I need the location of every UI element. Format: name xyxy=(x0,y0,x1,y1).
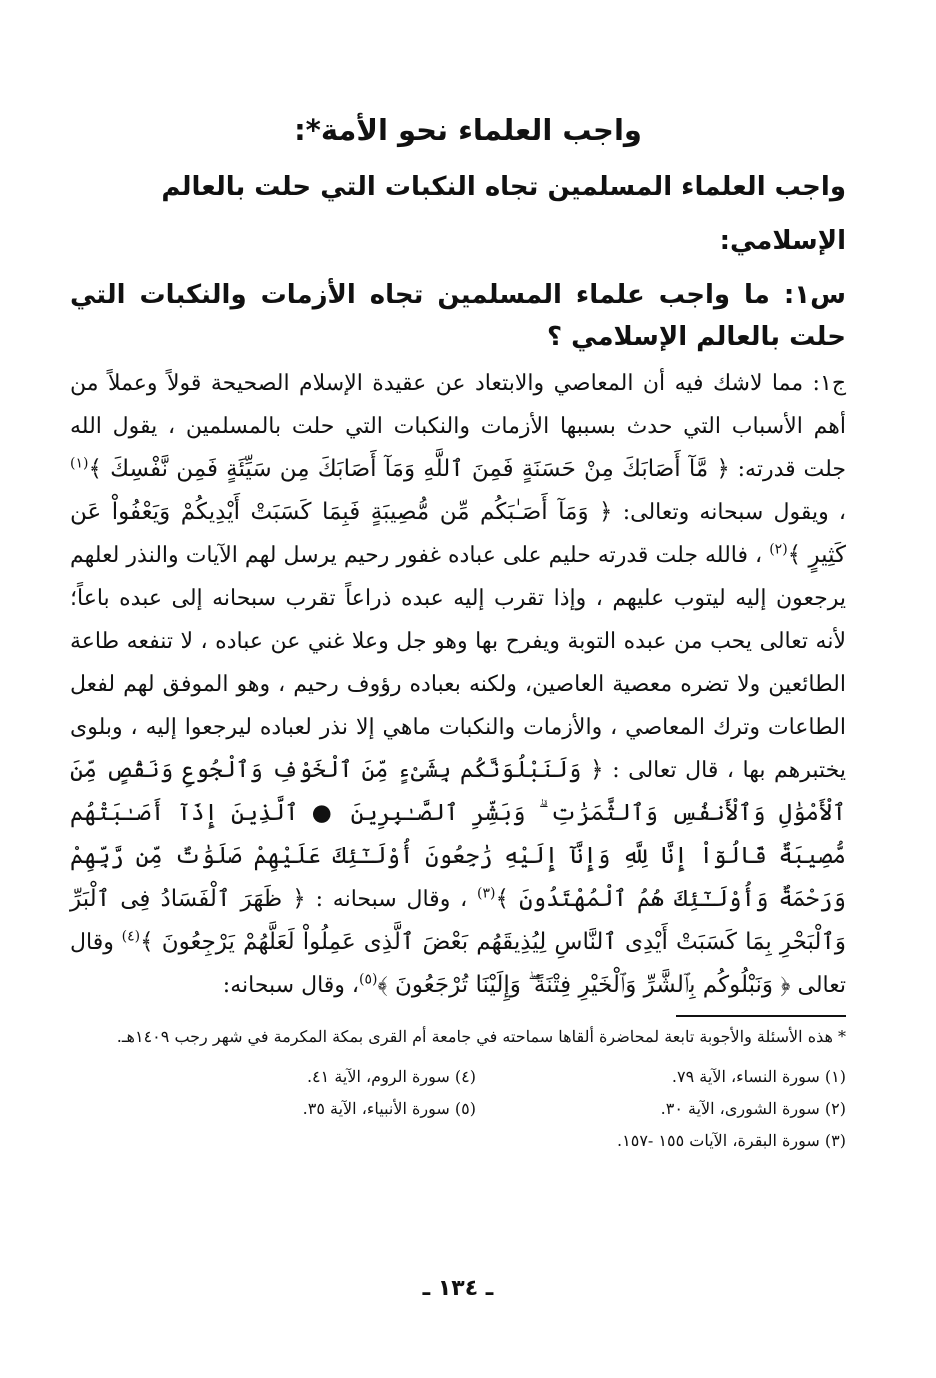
reference-item: (٥) سورة الأنبياء، الآية ٣٥. xyxy=(302,1099,476,1118)
answer-part-1: ج١: مما لاشك فيه أن المعاصي والابتعاد عن عقيدة الإسلام الصحيحة قولاً وعملاً من أهم الأسباب التي حدث بسببها الأزمات والنكبات التي حلت بالمسلمين ، يقول الله جلت قدرته: xyxy=(70,371,847,482)
section-subtitle: واجب العلماء المسلمين تجاه النكبات التي حلت بالعالم الإسلامي: xyxy=(161,172,846,256)
quran-verse-4: ﴿ ظَهَرَ ٱلْفَسَادُ فِى ٱلْبَرِّ وَٱلْبَحْرِ بِمَا كَسَبَتْ أَيْدِى ٱلنَّاسِ لِيُذِيقَهُم بَعْضَ ٱلَّذِى عَمِلُواْ لَعَلَّهُمْ يَرْجِعُونَ ﴾ xyxy=(70,886,846,955)
answer-part-6: ، وقال سبحانه: xyxy=(222,973,360,998)
answer-part-5: وقال تعالى xyxy=(70,930,846,998)
answer-part-4: ، وقال سبحانه : xyxy=(315,887,468,912)
footnote-marker-5: (٥) xyxy=(359,971,378,988)
answer-part-2: ، ويقول سبحانه وتعالى: xyxy=(622,500,847,525)
quran-verse-1: ﴿ مَّآ أَصَابَكَ مِنْ حَسَنَةٍ فَمِنَ ٱللَّهِ وَمَآ أَصَابَكَ مِن سَيِّئَةٍ فَمِن نَّفْسِكَ ﴾ xyxy=(88,456,730,482)
footnote-marker-2: (٢) xyxy=(769,541,788,558)
quran-verse-2: ﴿ وَمَآ أَصَـٰبَكُم مِّن مُّصِيبَةٍ فَبِمَا كَسَبَتْ أَيْدِيكُمْ وَيَعْفُواْ عَن كَثِيرٍ ﴾ xyxy=(70,499,847,568)
reference-item: (٤) سورة الروم، الآية ٤١. xyxy=(306,1067,476,1086)
page-title: واجب العلماء نحو الأمة*: xyxy=(294,113,642,147)
reference-item: (٣) سورة البقرة، الآيات ١٥٥ -١٥٧. xyxy=(617,1131,846,1150)
footnote-marker-4: (٤) xyxy=(121,928,141,945)
footnote-star: * هذه الأسئلة والأجوبة تابعة لمحاضرة ألقاها سماحته في جامعة أم القرى بمكة المكرمة في شهر رجب ١٤٠٩هـ. xyxy=(116,1027,846,1046)
question-text: س١: ما واجب علماء المسلمين تجاه الأزمات والنكبات التي حلت بالعالم الإسلامي ؟ xyxy=(70,280,846,352)
quran-verse-5: ﴿ وَنَبْلُوكُم بِٱلشَّرِّ وَٱلْخَيْرِ فِتْنَةً ۖ وَإِلَيْنَا تُرْجَعُونَ ﴾ xyxy=(377,972,791,998)
quran-verse-3: ﴿ وَلَنَبْلُوَنَّكُم بِشَىْءٍ مِّنَ ٱلْخَوْفِ وَٱلْجُوعِ وَنَقْصٍ مِّنَ ٱلْأَمْوَٰلِ وَٱلْأَنفُسِ وَٱلثَّمَرَٰتِ ۗ وَبَشِّرِ ٱلصَّـٰبِرِينَ ● ٱلَّذِينَ إِذَآ أَصَـٰبَتْهُم مُّصِيبَةٌ قَالُوٓاْ إِنَّا لِلَّهِ وَإِنَّآ إِلَيْهِ رَٰجِعُونَ أُوْلَـٰٓئِكَ عَلَيْهِمْ صَلَوَٰتٌ مِّن رَّبِّهِمْ وَرَحْمَةٌ وَأُوْلَـٰٓئِكَ هُمُ ٱلْمُهْتَدُونَ ﴾ xyxy=(70,757,846,912)
reference-item: (٢) سورة الشورى، الآية ٣٠. xyxy=(660,1099,846,1118)
footnote-marker-3: (٣) xyxy=(477,885,496,902)
answer-part-3: ، فالله جلت قدرته حليم على عباده غفور رحيم يرسل لهم الآيات والنذر لعلهم يرجعون إليه ليتوب عليهم ، وإذا تقرب إليه عبده ذراعاً تقرب سبحانه إلى عبده باعاً؛ لأنه تعالى يحب من عبده التوبة ويفرح بها وهو جل وعلا غني عن عباده ، لا تنفعه طاعة الطائعين ولا تضره معصية العاصين، ولكنه بعباده رؤوف رحيم ، وهو الموفق لهم لفعل الطاعات وترك المعاصي ، والأزمات والنكبات ماهي إلا نذر لعباده ليرجعوا إليه ، وبلوى يختبرهم بها ، قال تعالى : xyxy=(70,543,846,783)
page-number: ـ ١٣٤ ـ xyxy=(422,1276,494,1301)
answer-text xyxy=(70,362,846,1007)
references-list xyxy=(146,1065,846,1153)
footnote-marker-1: (١) xyxy=(70,455,89,472)
reference-item: (١) سورة النساء، الآية ٧٩. xyxy=(671,1067,846,1086)
document-page xyxy=(70,100,846,1360)
footnote-divider xyxy=(676,1015,846,1017)
